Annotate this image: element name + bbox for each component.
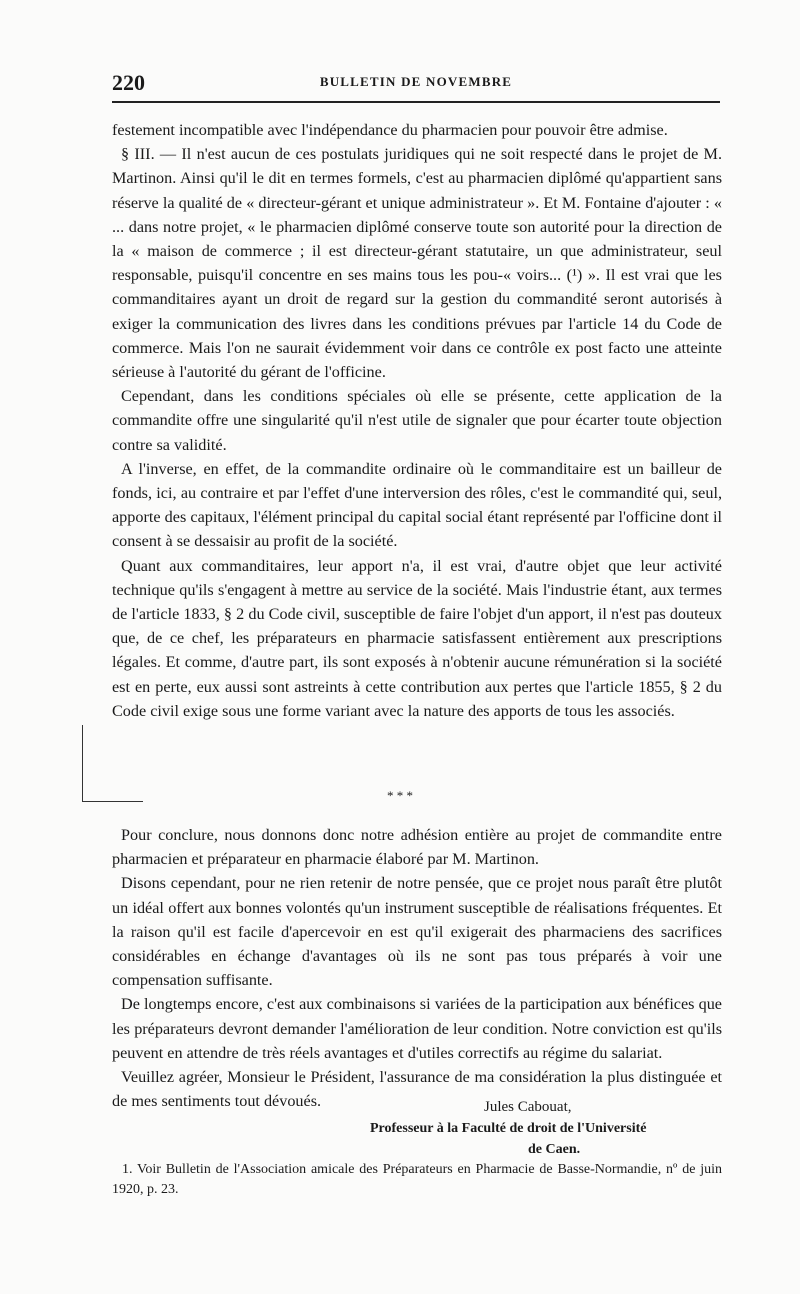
header-rule (112, 101, 720, 103)
signature-title: Professeur à la Faculté de droit de l'Université (370, 1121, 647, 1136)
paragraph-7: Disons cependant, pour ne rien retenir de notre pensée, que ce projet nous paraît être plutôt un idéal offert aux bonnes volontés qu'un instrument susceptible de réalisations fréquentes. Et la raison qu'il est facile d'apercevoir en est qu'il exigerait des pharmaciens des sacrifices considérables en échange d'avantages où ils ne sont pas tous préparés à voir une compensation suffisante. (112, 874, 722, 990)
paragraph-1: festement incompatible avec l'indépendance du pharmacien pour pouvoir être admise. (112, 121, 668, 139)
footnote (112, 1160, 722, 1200)
body-text (112, 118, 722, 723)
paragraph-8: De longtemps encore, c'est aux combinaisons si variées de la participation aux bénéfices que les préparateurs devront demander l'amélioration de leur condition. Notre conviction est qu'ils peuvent en attendre de très réels avantages et d'utiles correctifs au régime du salariat. (112, 995, 722, 1062)
paragraph-3: Cependant, dans les conditions spéciales où elle se présente, cette application de la commandite offre une singularité qu'il n'est utile de signaler que pour écarter toute objection contre sa validité. (112, 387, 722, 454)
paragraph-2: § III. — Il n'est aucun de ces postulats juridiques qui ne soit respecté dans le projet de M. Martinon. Ainsi qu'il le dit en termes formels, c'est au pharmacien diplômé qu'appartient sans réserve la qualité de « directeur-gérant et unique administrateur ». Et M. Fontaine d'ajouter : « ... dans notre projet, « le pharmacien diplômé conserve toute son autorité pour la direction de la « maison de commerce ; il est directeur-gérant statutaire, un que administrateur, seul responsable, puisqu'il concentre en ses mains tous les pou-« voirs... (¹) ». Il est vrai que les commanditaires ayant un droit de regard sur la gestion du commandité seront autorisés à exiger la communication des livres dans les conditions prévues par l'article 14 du Code de commerce. Mais l'on ne saurait évidemment voir dans ce contrôle ex post facto une atteinte sérieuse à l'autorité du gérant de l'officine. (112, 145, 722, 382)
footnote-text: 1. Voir Bulletin de l'Association amicale des Préparateurs en Pharmacie de Basse-Normandie, nº de juin 1920, p. 23. (112, 1162, 722, 1197)
margin-bracket-mark (82, 725, 143, 802)
page-number: 220 (112, 70, 145, 95)
signature-city: de Caen. (528, 1142, 581, 1157)
paragraph-6: Pour conclure, nous donnons donc notre adhésion entière au projet de commandite entre pharmacien et préparateur en pharmacie élaboré par M. Martinon. (112, 826, 722, 869)
running-title: BULLETIN DE NOVEMBRE (319, 74, 513, 89)
signature-name: Jules Cabouat, (484, 1099, 572, 1115)
signature-block (360, 1097, 722, 1160)
asterism-separator: * * * (387, 788, 413, 803)
page-header (112, 70, 720, 96)
paragraph-4: A l'inverse, en effet, de la commandite ordinaire où le commanditaire est un bailleur de fonds, ici, au contraire et par l'effet d'une interversion des rôles, c'est le commandité qui, seul, apporte des capitaux, l'élément principal du capital social étant représenté par l'officine dont il consent à se dessaisir au profit de la société. (112, 459, 722, 551)
conclusion-text (112, 823, 722, 1113)
paragraph-9: Veuillez agréer, Monsieur le Président, l'assurance de ma considération la plus distinguée et de mes sentiments tout dévoués. (112, 1068, 722, 1111)
paragraph-5: Quant aux commanditaires, leur apport n'a, il est vrai, d'autre objet que leur activité technique qu'ils s'engagent à mettre au service de la société. Mais l'industrie étant, aux termes de l'article 1833, § 2 du Code civil, susceptible de faire l'objet d'un apport, il n'est pas douteux que, de ce chef, les préparateurs en pharmacie satisfassent entièrement aux prescriptions légales. Et comme, d'autre part, ils sont exposés à n'obtenir aucune rémunération si la société est en perte, eux aussi sont astreints à cette contribution aux pertes que l'article 1855, § 2 du Code civil exige sous une forme variant avec la nature des apports de tous les associés. (112, 556, 722, 720)
